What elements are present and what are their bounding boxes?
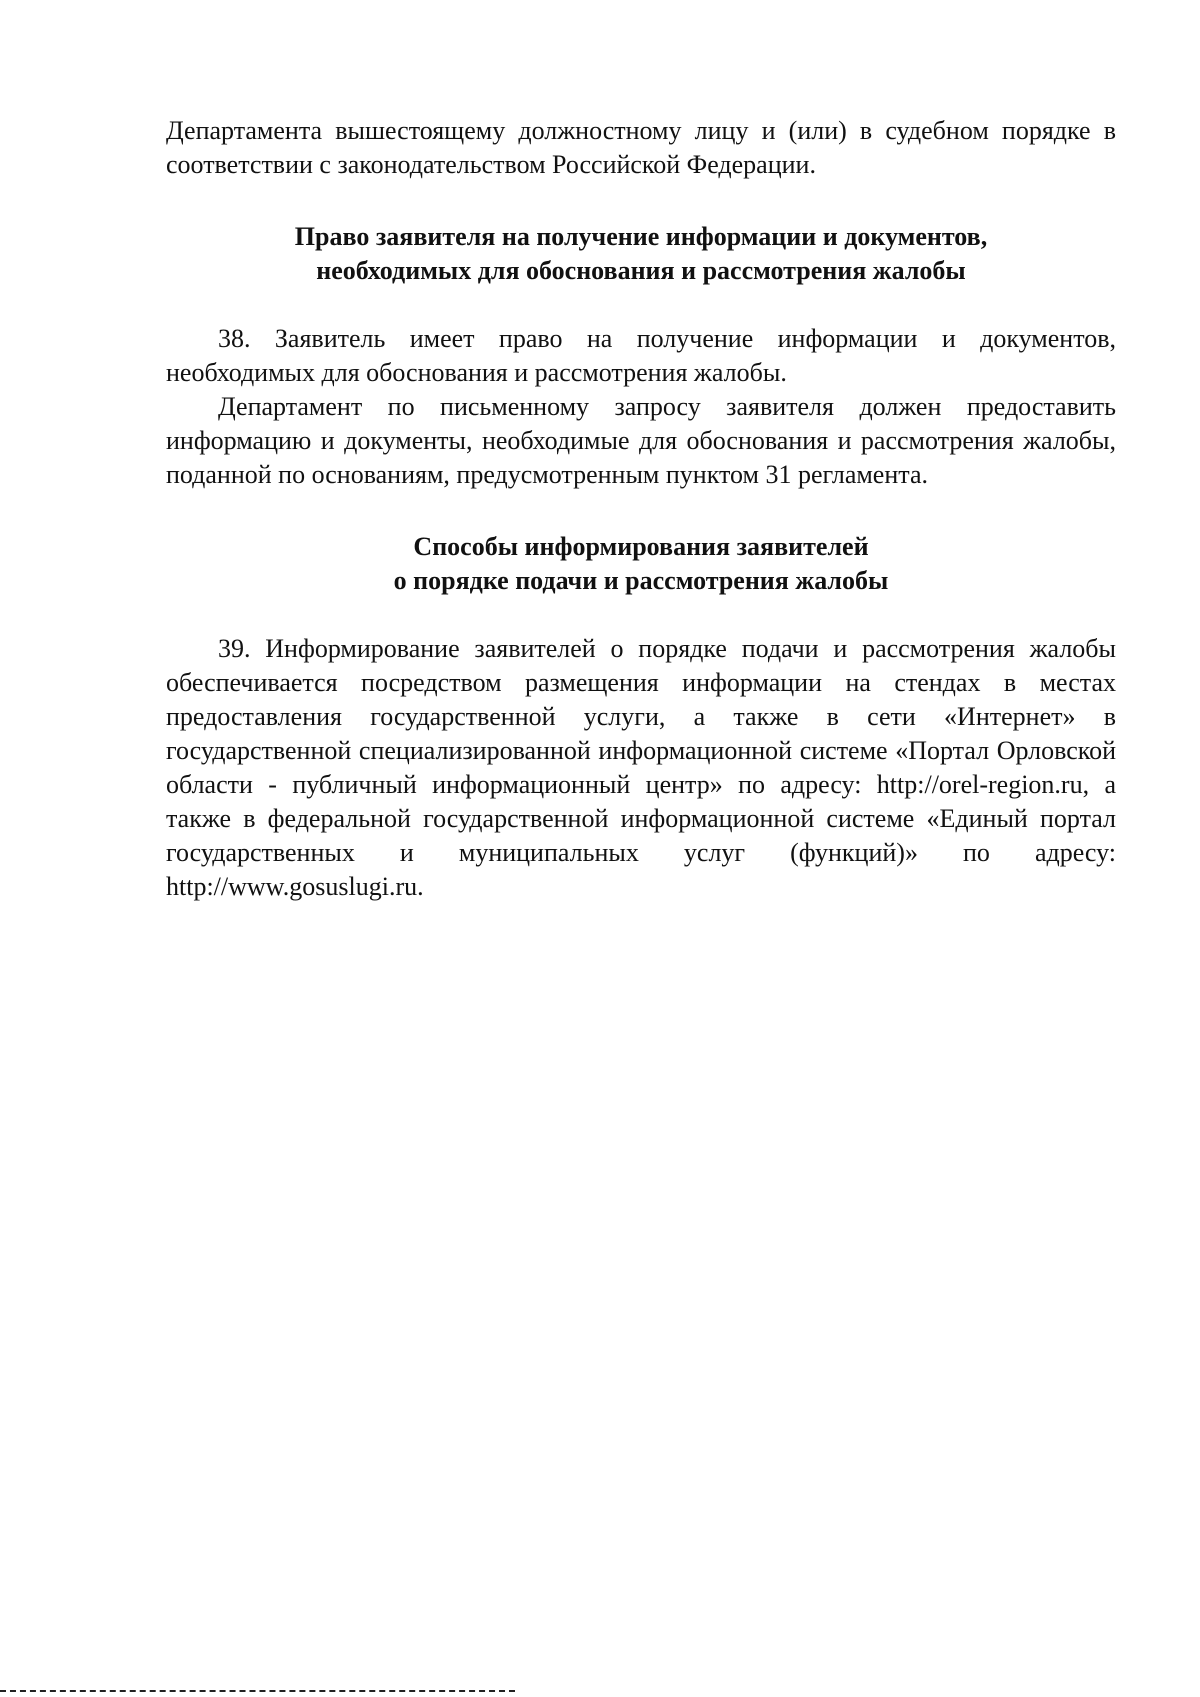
footer-divider [0, 1690, 515, 1692]
section-heading-line: необходимых для обоснования и рассмотрения жалобы [316, 256, 966, 285]
paragraph-department-request: Департамент по письменному запросу заявителя должен предоставить информацию и документы, необходимые для обоснования и рассмотрения жалобы, поданной по основаниям, предусмотренным пунктом 31 регламента. [166, 392, 1116, 489]
spacer [166, 598, 1116, 632]
section-heading-informing [166, 530, 1116, 598]
section-heading-rights [166, 220, 1116, 288]
spacer [166, 288, 1116, 322]
spacer [166, 492, 1116, 530]
document-body [166, 114, 1116, 904]
paragraph-38: 38. Заявитель имеет право на получение информации и документов, необходимых для обоснования и рассмотрения жалобы. [166, 324, 1116, 387]
intro-paragraph: Департамента вышестоящему должностному лицу и (или) в судебном порядке в соответствии с законодательством Российской Федерации. [166, 116, 1116, 179]
paragraph-39: 39. Информирование заявителей о порядке подачи и рассмотрения жалобы обеспечивается посредством размещения информации на стендах в местах предоставления государственной услуги, а также в сети «Интернет» в государственной специализированной информационной системе «Портал Орловской области - публичный информационный центр» по адресу: http://orel-region.ru, а также в федеральной государственной информационной системе «Единый портал государственных и муниципальных услуг (функций)» по адресу: http://www.gosuslugi.ru. [166, 634, 1116, 901]
section-heading-line: Способы информирования заявителей [413, 532, 869, 561]
section-heading-line: Право заявителя на получение информации и документов, [294, 222, 988, 251]
spacer [166, 182, 1116, 220]
section-heading-line: о порядке подачи и рассмотрения жалобы [393, 566, 889, 595]
